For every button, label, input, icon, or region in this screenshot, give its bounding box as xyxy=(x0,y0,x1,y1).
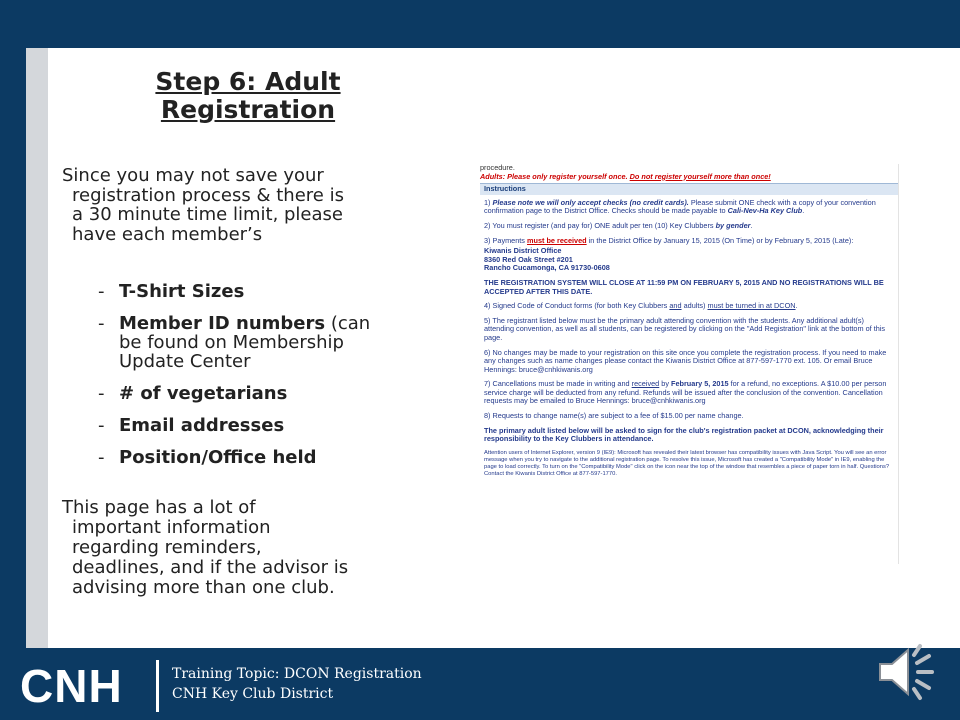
text: 3) Payments xyxy=(484,235,527,245)
footer-district: CNH Key Club District xyxy=(172,686,334,702)
footer-divider xyxy=(156,660,159,712)
intro-line: registration process & there is xyxy=(72,184,344,206)
footer-bar xyxy=(0,648,960,720)
registration-instructions-screenshot xyxy=(452,164,899,564)
list-item: - Email addresses xyxy=(98,415,285,436)
list-item: - # of vegetarians xyxy=(98,383,288,404)
slide-title xyxy=(148,68,348,124)
list-item-bold: Position/Office held xyxy=(119,447,317,468)
list-item-bold: Email addresses xyxy=(119,415,285,436)
list-item-text: (can xyxy=(325,313,371,334)
list-item: - T-Shirt Sizes xyxy=(98,281,245,302)
instruction-6: 6) No changes may be made to your registration on this site once you complete the registration process. If you need to make any changes such as name changes please contact the Kiwanis District Office at 877-597-1770 ext. 105. Or email Bruce Hennings: bruce@cnhkiwanis.org xyxy=(484,347,887,374)
list-item-bold: T-Shirt Sizes xyxy=(119,281,245,302)
intro-line: a 30 minute time limit, please xyxy=(72,204,343,225)
top-banner xyxy=(0,0,960,48)
text: Rancho Cucamonga, CA 91730-0608 xyxy=(484,263,610,273)
left-accent-bar-light xyxy=(26,48,48,648)
text: . xyxy=(802,206,805,216)
left-accent-bar xyxy=(0,48,26,648)
instructions-header: Instructions xyxy=(480,183,898,195)
district-address xyxy=(484,247,890,273)
intro-paragraph xyxy=(62,166,422,244)
text: . xyxy=(750,220,753,230)
text: 4) Signed Code of Conduct forms (for both Key Clubbers xyxy=(484,301,670,311)
text: Cali-Nev-Ha Key Club xyxy=(727,206,803,216)
adults-note-a: Adults: Please only register yourself once. xyxy=(480,171,628,181)
required-info-list xyxy=(98,282,428,480)
text: and xyxy=(669,301,682,311)
instructions-body xyxy=(452,195,898,478)
list-item-text: be found on Membership xyxy=(119,332,344,353)
outro-paragraph xyxy=(62,498,432,598)
text: for a refund, no exceptions. A $10.00 per person service charge will be deducted from any refund. Refunds will be issued after the conclusion of the convention. Cancellation requests may be emailed to Bruce Hennings: bruce@cnhkiwanis.org xyxy=(484,379,887,406)
text: Please submit ONE check with a copy of your convention confirmation page to the District Office. Checks should be made payable to xyxy=(484,197,876,216)
text: by xyxy=(659,379,671,389)
intro-line: have each member’s xyxy=(72,223,263,245)
instruction-8: 8) Requests to change name(s) are subject to a fee of $15.00 per name change. xyxy=(484,411,744,421)
cnh-logo: CNH xyxy=(20,660,123,712)
text: must be turned in at DCON xyxy=(707,301,796,311)
text: 2) You must register (and pay for) ONE adult per ten (10) Key Clubbers xyxy=(484,220,716,230)
text: must be received xyxy=(527,235,587,245)
screenshot-top-line: procedure. xyxy=(480,164,515,172)
ie-notice: Attention users of Internet Explorer, version 9 (IE9): Microsoft has revealed their latest browser has compatibility issues with Java Script. You will see an error message when you try to navigate to the additional registration page. To resolve this issue, Microsoft has created a "Compatibility Mode" in IE9, enabling the page to load correctly. To turn on the "Compatibility Mode" click on the icon near the top of the window that resembles a piece of paper torn in half. Questions? Contact the Kiwanis District Office at 877-597-1770. xyxy=(484,449,890,477)
outro-line: This page has a lot of xyxy=(62,497,256,518)
list-item-bold: # of vegetarians xyxy=(119,383,288,404)
instruction-7 xyxy=(484,380,890,406)
text: . xyxy=(795,301,798,311)
instruction-1 xyxy=(484,199,890,216)
outro-line: regarding reminders, xyxy=(72,537,262,558)
footer-text xyxy=(172,664,422,704)
text: by gender xyxy=(715,220,751,230)
text: adults) xyxy=(681,301,708,311)
intro-line: Since you may not save your xyxy=(62,165,324,186)
speaker-icon[interactable] xyxy=(874,640,944,704)
text: February 5, 2015 xyxy=(671,379,729,389)
text: received xyxy=(631,379,660,389)
primary-adult-notice: The primary adult listed below will be asked to sign for the club's registration packet at DCON, acknowledging their responsibility to the Key Clubbers in attendance. xyxy=(484,425,884,444)
outro-line: advising more than one club. xyxy=(72,577,335,598)
text: 8360 Red Oak Street #201 xyxy=(484,254,573,264)
close-notice: THE REGISTRATION SYSTEM WILL CLOSE AT 11:59 PM ON FEBRUARY 5, 2015 AND NO REGISTRATIONS WILL BE ACCEPTED AFTER THIS DATE. xyxy=(484,277,884,296)
text: in the District Office by January 15, 2015 (On Time) or by February 5, 2015 (Late): xyxy=(586,235,854,245)
slide-title-line-1: Step 6: Adult xyxy=(155,67,341,96)
outro-line: deadlines, and if the advisor is xyxy=(72,557,349,578)
instruction-5: 5) The registrant listed below must be the primary adult attending convention with the students. Any additional adult(s) attending convention, as well as all students, can be registered by clicking on the "Add Registration" link at the bottom of this page. xyxy=(484,315,886,342)
slide-title-line-2: Registration xyxy=(160,95,336,124)
instruction-3 xyxy=(484,237,890,246)
text: 7) Cancellations must be made in writing and xyxy=(484,379,632,389)
list-item: - Member ID numbers (can be found on Membership Update Center xyxy=(98,313,371,372)
screenshot-adults-note xyxy=(452,173,898,182)
text: Please note we will only accept checks (no credit cards). xyxy=(492,197,689,207)
instruction-2 xyxy=(484,222,890,231)
list-item-text: Update Center xyxy=(119,351,251,372)
outro-line: important information xyxy=(72,517,271,538)
adults-note-b: Do not register yourself more than once! xyxy=(629,171,771,181)
text: 1) xyxy=(484,197,493,207)
text: Kiwanis District Office xyxy=(484,246,562,256)
list-item: - Position/Office held xyxy=(98,447,317,468)
instruction-4 xyxy=(484,302,890,311)
footer-topic: Training Topic: DCON Registration xyxy=(172,666,422,682)
list-item-bold: Member ID numbers xyxy=(119,313,326,334)
